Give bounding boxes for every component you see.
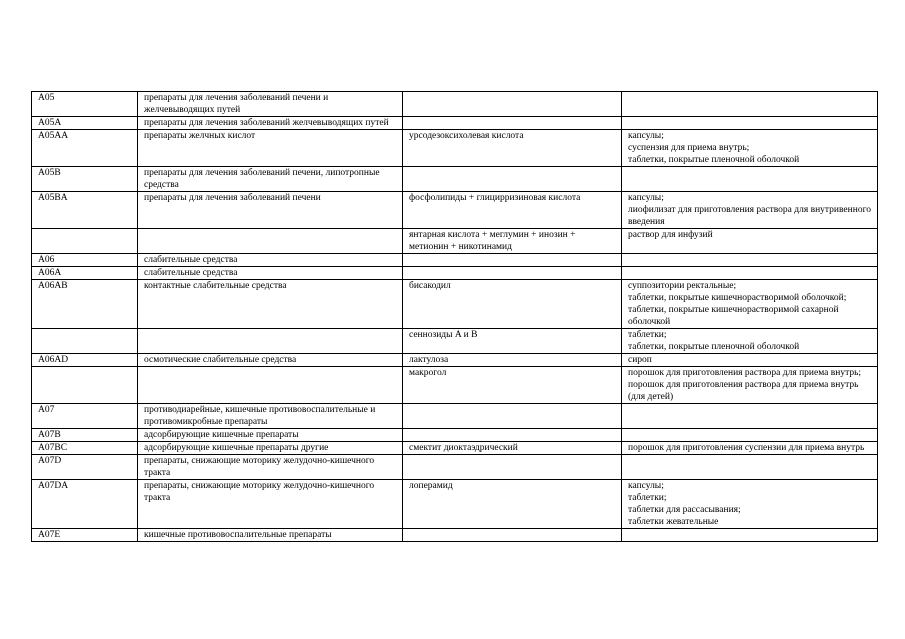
table-row: [32, 229, 878, 254]
atc-code-cell: A07DA: [32, 480, 138, 529]
table-row: [32, 455, 878, 480]
drug-name-cell: [403, 455, 622, 480]
drug-name-cell: [403, 254, 622, 267]
group-name-cell: слабительные средства: [138, 254, 403, 267]
group-name-cell: [138, 329, 403, 354]
atc-code-cell: A07D: [32, 455, 138, 480]
table-row: [32, 367, 878, 404]
drug-name-cell: лактулоза: [403, 354, 622, 367]
dosage-forms-cell: порошок для приготовления раствора для приема внутрь; порошок для приготовления раствора для приема внутрь (для детей): [622, 367, 878, 404]
table-row: [32, 404, 878, 429]
drug-name-cell: [403, 529, 622, 542]
atc-code-cell: A05A: [32, 117, 138, 130]
group-name-cell: препараты желчных кислот: [138, 130, 403, 167]
table-row: [32, 92, 878, 117]
table-row: [32, 429, 878, 442]
group-name-cell: препараты для лечения заболеваний печени, липотропные средства: [138, 167, 403, 192]
group-name-cell: препараты для лечения заболеваний печени и желчевыводящих путей: [138, 92, 403, 117]
dosage-forms-cell: [622, 92, 878, 117]
table-row: [32, 192, 878, 229]
atc-code-cell: A06AD: [32, 354, 138, 367]
group-name-cell: препараты, снижающие моторику желудочно-кишечного тракта: [138, 480, 403, 529]
group-name-cell: осмотические слабительные средства: [138, 354, 403, 367]
atc-code-cell: A05AA: [32, 130, 138, 167]
group-name-cell: противодиарейные, кишечные противовоспалительные и противомикробные препараты: [138, 404, 403, 429]
drug-name-cell: смектит диоктаэдрический: [403, 442, 622, 455]
group-name-cell: адсорбирующие кишечные препараты другие: [138, 442, 403, 455]
table-row: [32, 254, 878, 267]
drug-name-cell: урсодезоксихолевая кислота: [403, 130, 622, 167]
atc-code-cell: [32, 367, 138, 404]
dosage-forms-cell: капсулы; лиофилизат для приготовления раствора для внутривенного введения: [622, 192, 878, 229]
drug-name-cell: [403, 404, 622, 429]
drug-name-cell: сеннозиды A и B: [403, 329, 622, 354]
atc-code-cell: A07: [32, 404, 138, 429]
table-row: [32, 280, 878, 329]
group-name-cell: препараты, снижающие моторику желудочно-кишечного тракта: [138, 455, 403, 480]
atc-code-cell: A06A: [32, 267, 138, 280]
table-row: [32, 267, 878, 280]
drug-name-cell: фосфолипиды + глицирризиновая кислота: [403, 192, 622, 229]
drug-name-cell: [403, 429, 622, 442]
drug-name-cell: макрогол: [403, 367, 622, 404]
table-row: [32, 167, 878, 192]
dosage-forms-cell: [622, 529, 878, 542]
atc-code-cell: A06AB: [32, 280, 138, 329]
drug-name-cell: бисакодил: [403, 280, 622, 329]
dosage-forms-cell: [622, 404, 878, 429]
dosage-forms-cell: порошок для приготовления суспензии для приема внутрь: [622, 442, 878, 455]
table-row: [32, 354, 878, 367]
group-name-cell: [138, 229, 403, 254]
dosage-forms-cell: [622, 455, 878, 480]
atc-code-cell: A07BC: [32, 442, 138, 455]
atc-code-cell: A07B: [32, 429, 138, 442]
atc-code-cell: A05: [32, 92, 138, 117]
dosage-forms-cell: таблетки; таблетки, покрытые пленочной оболочкой: [622, 329, 878, 354]
dosage-forms-cell: капсулы; суспензия для приема внутрь; таблетки, покрытые пленочной оболочкой: [622, 130, 878, 167]
atc-code-cell: A05BA: [32, 192, 138, 229]
group-name-cell: слабительные средства: [138, 267, 403, 280]
group-name-cell: кишечные противовоспалительные препараты: [138, 529, 403, 542]
atc-drug-table: [31, 91, 878, 542]
table-body: [32, 92, 878, 542]
dosage-forms-cell: [622, 117, 878, 130]
drug-name-cell: [403, 167, 622, 192]
group-name-cell: препараты для лечения заболеваний печени: [138, 192, 403, 229]
table-row: [32, 442, 878, 455]
table-row: [32, 130, 878, 167]
table-row: [32, 480, 878, 529]
table-row: [32, 529, 878, 542]
table-row: [32, 329, 878, 354]
dosage-forms-cell: раствор для инфузий: [622, 229, 878, 254]
group-name-cell: препараты для лечения заболеваний желчевыводящих путей: [138, 117, 403, 130]
dosage-forms-cell: [622, 254, 878, 267]
atc-code-cell: A06: [32, 254, 138, 267]
dosage-forms-cell: суппозитории ректальные; таблетки, покрытые кишечнорастворимой оболочкой; таблетки, покрытые кишечнорастворимой сахарной оболочкой: [622, 280, 878, 329]
drug-name-cell: лоперамид: [403, 480, 622, 529]
atc-code-cell: A07E: [32, 529, 138, 542]
dosage-forms-cell: сироп: [622, 354, 878, 367]
drug-name-cell: [403, 117, 622, 130]
drug-name-cell: янтарная кислота + меглумин + инозин + метионин + никотинамид: [403, 229, 622, 254]
dosage-forms-cell: [622, 267, 878, 280]
dosage-forms-cell: капсулы; таблетки; таблетки для рассасывания; таблетки жевательные: [622, 480, 878, 529]
atc-code-cell: [32, 329, 138, 354]
drug-name-cell: [403, 92, 622, 117]
atc-code-cell: A05B: [32, 167, 138, 192]
drug-name-cell: [403, 267, 622, 280]
group-name-cell: контактные слабительные средства: [138, 280, 403, 329]
group-name-cell: [138, 367, 403, 404]
table-row: [32, 117, 878, 130]
dosage-forms-cell: [622, 167, 878, 192]
group-name-cell: адсорбирующие кишечные препараты: [138, 429, 403, 442]
atc-code-cell: [32, 229, 138, 254]
dosage-forms-cell: [622, 429, 878, 442]
